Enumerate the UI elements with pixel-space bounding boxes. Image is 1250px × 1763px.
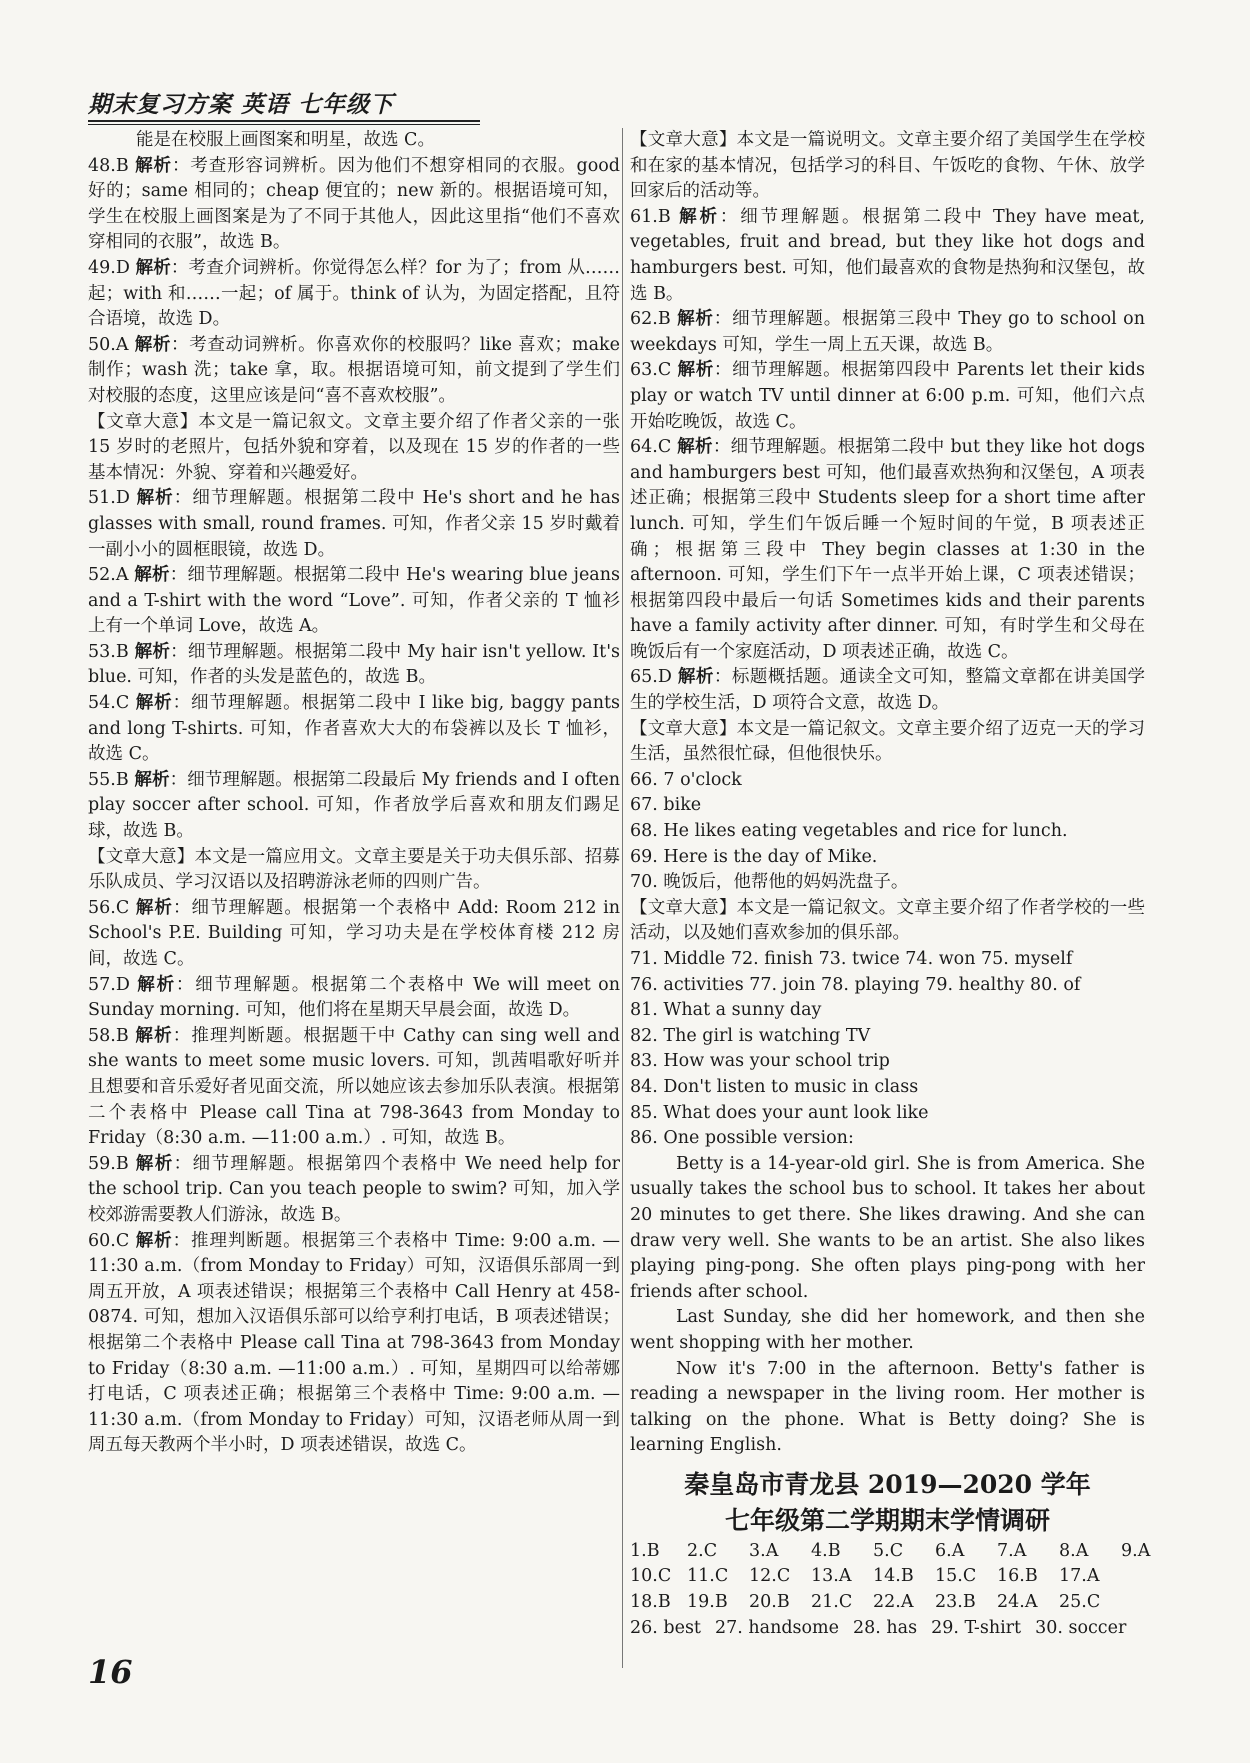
analysis-text: ：细节理解题。根据第二段中 They have meat, vegetables, fruit and bread, but they like hot dogs and hamburgers best. 可知，他们最喜欢的食物是热狗和汉堡包，故选 B。 (630, 206, 1145, 304)
answer-number: 56.C (88, 897, 130, 918)
answer-line: 82. The girl is watching TV (630, 1025, 871, 1046)
exam-answer: 30. soccer (1035, 1617, 1127, 1638)
analysis-text: ：考查形容词辨析。因为他们不想穿相同的衣服。good 好的；same 相同的；cheap 便宜的；new 新的。根据语境可知，学生在校服上画图案是为了不同于其他人，因此这里指“他们不喜欢穿相同的衣服”，故选 B。 (88, 155, 620, 253)
answer-line: 66. 7 o'clock (630, 769, 742, 790)
answer-item (88, 768, 620, 845)
answer-line: 81. What a sunny day (630, 1000, 822, 1021)
exam-answer: 22.A (873, 1592, 914, 1613)
exam-answer: 20.B (749, 1592, 790, 1613)
exam-answer: 19.B (687, 1592, 728, 1613)
answer-item (630, 358, 1145, 435)
analysis-text: ：细节理解题。根据第一个表格中 Add: Room 212 in School's P.E. Building 可知，学习功夫是在学校体育楼 212 房间，故选 C。 (88, 897, 620, 969)
exam-answer: 5.C (873, 1540, 904, 1561)
essay-paragraph: Betty is a 14-year-old girl. She is from America. She usually takes the school bus to school. It takes her about 20 minutes to get there. She likes drawing. And she can draw very well. She wants to be an artist. She also likes playing ping-pong. She often plays ping-pong with her friends after school. (630, 1153, 1145, 1302)
answer-number: 50.A (88, 334, 129, 355)
exam-answer: 6.A (935, 1540, 965, 1561)
answer-number: 55.B (88, 769, 129, 790)
analysis-label: 解析 (135, 1153, 174, 1174)
answer-number: 49.D (88, 257, 130, 278)
answer-number: 62.B (630, 309, 671, 330)
analysis-text: ：细节理解题。根据第二个表格中 We will meet on Sunday morning. 可知，他们将在星期天早晨会面，故选 D。 (88, 974, 620, 1021)
answer-item (88, 973, 620, 1024)
analysis-text: ：细节理解题。根据第二段中 My hair isn't yellow. It's blue. 可知，作者的头发是蓝色的，故选 B。 (88, 641, 620, 688)
answer-number: 54.C (88, 693, 130, 714)
analysis-text: ：考查动词辨析。你喜欢你的校服吗？like 喜欢；make 制作；wash 洗；take 拿，取。根据语境可知，前文提到了学生们对校服的态度，这里应该是问“喜不喜欢校服”。 (88, 334, 620, 406)
analysis-text: ：细节理解题。根据第二段中 I like big, baggy pants and long T-shirts. 可知，作者喜欢大大的布袋裤以及长 T 恤衫，故选 C。 (88, 693, 621, 765)
analysis-label: 解析 (135, 257, 171, 278)
answer-item (88, 154, 620, 256)
text-block: 能是在校服上画图案和明星，故选 C。 (136, 130, 435, 150)
answer-line: 69. Here is the day of Mike. (630, 846, 878, 867)
analysis-label: 解析 (136, 488, 174, 509)
exam-answer: 12.C (749, 1566, 791, 1587)
analysis-text: ：考查介词辨析。你觉得怎么样？for 为了；from 从……起；with 和……一起；of 属于。think of 认为，为固定搭配，且符合语境，故选 D。 (88, 257, 620, 330)
analysis-label: 解析 (677, 309, 714, 330)
answer-item (88, 1024, 620, 1152)
answer-number: 64.C (630, 437, 672, 458)
exam-answer-row (630, 1539, 1151, 1565)
answer-line: 76. activities 77. join 78. playing 79. healthy 80. of (630, 974, 1081, 995)
text-block: 【文章大意】本文是一篇应用文。文章主要是关于功夫俱乐部、招募乐队成员、学习汉语以及招聘游泳老师的四则广告。 (88, 846, 620, 893)
right-column (630, 128, 1151, 1641)
answer-item (88, 256, 620, 333)
answer-item (88, 563, 620, 640)
answer-item (88, 1229, 620, 1459)
analysis-label: 解析 (135, 897, 173, 918)
exam-answer: 13.A (811, 1566, 852, 1587)
exam-answer: 11.C (687, 1566, 729, 1587)
analysis-label: 解析 (677, 360, 714, 381)
exam-answer: 24.A (997, 1592, 1038, 1613)
answer-number: 53.B (88, 641, 129, 662)
essay-paragraph: Last Sunday, she did her homework, and then she went shopping with her mother. (630, 1307, 1145, 1353)
analysis-label: 解析 (135, 1025, 173, 1046)
exam-answer: 1.B (630, 1540, 660, 1561)
text-block: 【文章大意】本文是一篇说明文。文章主要介绍了美国学生在学校和在家的基本情况，包括学习的科目、午饭吃的食物、午休、放学回家后的活动等。 (630, 130, 1145, 202)
analysis-text: ：细节理解题。根据第三段中 They go to school on weekdays 可知，学生一周上五天课，故选 B。 (630, 309, 1145, 355)
answer-item (88, 1152, 620, 1229)
exam-subtitle: 七年级第二学期期末学情调研 (724, 1505, 1050, 1535)
text-block: 【文章大意】本文是一篇记叙文。文章主要介绍了作者学校的一些活动，以及她们喜欢参加的俱乐部。 (630, 897, 1145, 944)
answer-item (88, 640, 620, 691)
analysis-text: ：细节理解题。根据第二段最后 My friends and I often play soccer after school. 可知，作者放学后喜欢和朋友们踢足球，故选 B。 (88, 769, 620, 842)
exam-answer: 3.A (749, 1540, 779, 1561)
exam-answer-grid (630, 1539, 1151, 1641)
exam-answer: 2.C (687, 1540, 718, 1561)
exam-answer: 21.C (811, 1592, 853, 1613)
page-header-title: 期末复习方案 英语 七年级下 (88, 91, 395, 118)
answer-line: 83. How was your school trip (630, 1051, 890, 1072)
exam-answer: 18.B (630, 1592, 671, 1613)
answer-item (630, 435, 1145, 665)
analysis-text: ：细节理解题。根据第四个表格中 We need help for the school trip. Can you teach people to swim? 可知，加入学校郊游需要教人们游泳，故选 B。 (88, 1153, 620, 1225)
exam-answer: 7.A (997, 1540, 1027, 1561)
analysis-label: 解析 (677, 667, 714, 688)
header-rule (88, 120, 480, 122)
left-column (88, 128, 620, 1459)
answer-number: 59.B (88, 1153, 129, 1174)
analysis-label: 解析 (679, 206, 720, 227)
answer-line: 68. He likes eating vegetables and rice for lunch. (630, 821, 1068, 842)
exam-answer-row (630, 1564, 1145, 1590)
exam-answer: 15.C (935, 1566, 977, 1587)
answer-number: 60.C (88, 1230, 130, 1251)
answer-line: 71. Middle 72. finish 73. twice 74. won 75. myself (630, 949, 1073, 969)
answer-number: 63.C (630, 360, 672, 381)
answer-item (630, 205, 1145, 307)
exam-answer: 4.B (811, 1540, 841, 1561)
analysis-text: ：细节理解题。根据第二段中 He's wearing blue jeans and a T-shirt with the word “Love”. 可知，作者父亲的 T 恤衫上有一个单词 Love，故选 A。 (88, 565, 620, 637)
text-block: 【文章大意】本文是一篇记叙文。文章主要介绍了迈克一天的学习生活，虽然很忙碌，但他很快乐。 (630, 718, 1145, 765)
exam-answer: 27. handsome (714, 1617, 840, 1638)
exam-answer: 28. has (853, 1617, 918, 1638)
answer-item (88, 486, 620, 563)
answer-line: 84. Don't listen to music in class (630, 1076, 919, 1097)
exam-answer: 25.C (1059, 1592, 1101, 1613)
answer-number: 48.B (88, 155, 129, 176)
exam-title: 秦皇岛市青龙县 2019—2020 学年 (684, 1469, 1091, 1499)
answer-number: 57.D (88, 974, 130, 995)
text-block: 【文章大意】本文是一篇记叙文。文章主要介绍了作者父亲的一张 15 岁时的老照片，包括外貌和穿着，以及现在 15 岁的作者的一些基本情况：外貌、穿着和兴趣爱好。 (88, 411, 620, 483)
analysis-label: 解析 (135, 693, 173, 714)
exam-answer: 16.B (997, 1566, 1038, 1587)
analysis-text: ：细节理解题。根据第二段中 but they like hot dogs and hamburgers best 可知，他们最喜欢热狗和汉堡包，A 项表述正确；根据第三段中 Students sleep for a short time after lunch. 可知，学生们午饭后睡一个短时间的午觉，B 项表述正确；根据第三段中 They begin classes at 1:30 in the afternoon. 可知，学生们下午一点半开始上课，C 项表述错误；根据第四段中最后一句话 Sometimes kids and their parents have a family activity after dinner. 可知，有时学生和父母在晚饭后有一个家庭活动，D 项表述正确，故选 C。 (630, 437, 1146, 662)
essay-paragraph: Now it's 7:00 in the afternoon. Betty's father is reading a newspaper in the living room. Her mother is talking on the phone. What is Betty doing? She is learning English. (630, 1358, 1145, 1456)
exam-answer: 9.A (1121, 1540, 1151, 1561)
analysis-label: 解析 (134, 641, 171, 662)
answer-item (630, 665, 1145, 716)
answer-number: 65.D (630, 667, 672, 688)
answer-item (630, 307, 1145, 358)
exam-answer-row (630, 1590, 1145, 1616)
answer-item (88, 333, 620, 410)
answer-number: 61.B (630, 206, 671, 227)
analysis-label: 解析 (135, 155, 172, 176)
exam-answer: 17.A (1059, 1566, 1100, 1587)
analysis-label: 解析 (134, 334, 172, 355)
analysis-label: 解析 (134, 769, 170, 790)
answer-item (88, 691, 620, 768)
header-rule-thin (88, 124, 480, 125)
exam-answer: 10.C (630, 1566, 672, 1587)
answer-line: 67. bike (630, 795, 702, 816)
answer-number: 52.A (88, 565, 129, 586)
exam-answer: 8.A (1059, 1540, 1089, 1561)
analysis-label: 解析 (677, 437, 713, 458)
exam-answer: 26. best (630, 1617, 701, 1638)
analysis-label: 解析 (137, 974, 176, 995)
analysis-text: ：推理判断题。根据题干中 Cathy can sing well and she wants to meet some music lovers. 可知，凯茜唱歌好听并且想要和音乐爱好者见面交流，所以她应该去参加乐队表演。根据第二个表格中 Please call Tina at 798-3643 from Monday to Friday（8:30 a.m. —11:00 a.m.）. 可知，故选 B。 (88, 1025, 620, 1149)
answer-number: 58.B (88, 1025, 129, 1046)
right-column-answers (630, 128, 1145, 1459)
column-divider (622, 128, 623, 1668)
exam-answer: 14.B (873, 1566, 914, 1587)
exam-answer-row (630, 1616, 1145, 1642)
answer-item (88, 896, 620, 973)
exam-answer: 29. T-shirt (931, 1617, 1022, 1638)
exam-answer: 23.B (935, 1592, 976, 1613)
answer-line: 85. What does your aunt look like (630, 1102, 929, 1123)
analysis-text: ：标题概括题。通读全文可知，整篇文章都在讲美国学生的学校生活，D 项符合文意，故选 D。 (630, 667, 1145, 714)
analysis-label: 解析 (134, 565, 170, 586)
analysis-label: 解析 (135, 1230, 173, 1251)
analysis-text: ：推理判断题。根据第三个表格中 Time: 9:00 a.m. —11:30 a.m.（from Monday to Friday）可知，汉语俱乐部周一到周五开放，A 项表述错误；根据第三个表格中 Call Henry at 458-0874. 可知，想加入汉语俱乐部可以给亨利打电话，B 项表述错误；根据第二个表格中 Please call Tina at 798-3643 from Monday to Friday（8:30 a.m. —11:00 a.m.）. 可知，星期四可以给蒂娜打电话，C 项表述正确；根据第三个表格中 Time: 9:00 a.m. —11:30 a.m.（from Monday to Friday）可知，汉语老师从周一到周五每天教两个半小时，D 项表述错误，故选 C。 (88, 1230, 620, 1456)
answer-line: 70. 晚饭后，他帮他的妈妈洗盘子。 (630, 872, 909, 893)
analysis-text: ：细节理解题。根据第四段中 Parents let their kids play or watch TV until dinner at 6:00 p.m. 可知，他们六点开始吃晚饭，故选 C。 (630, 360, 1145, 432)
answer-number: 51.D (88, 488, 130, 509)
analysis-text: ：细节理解题。根据第二段中 He's short and he has glasses with small, round frames. 可知，作者父亲 15 岁时戴着一副小小的圆框眼镜，故选 D。 (88, 488, 620, 560)
answer-line: 86. One possible version: (630, 1128, 854, 1149)
page-number: 16 (88, 1653, 133, 1691)
